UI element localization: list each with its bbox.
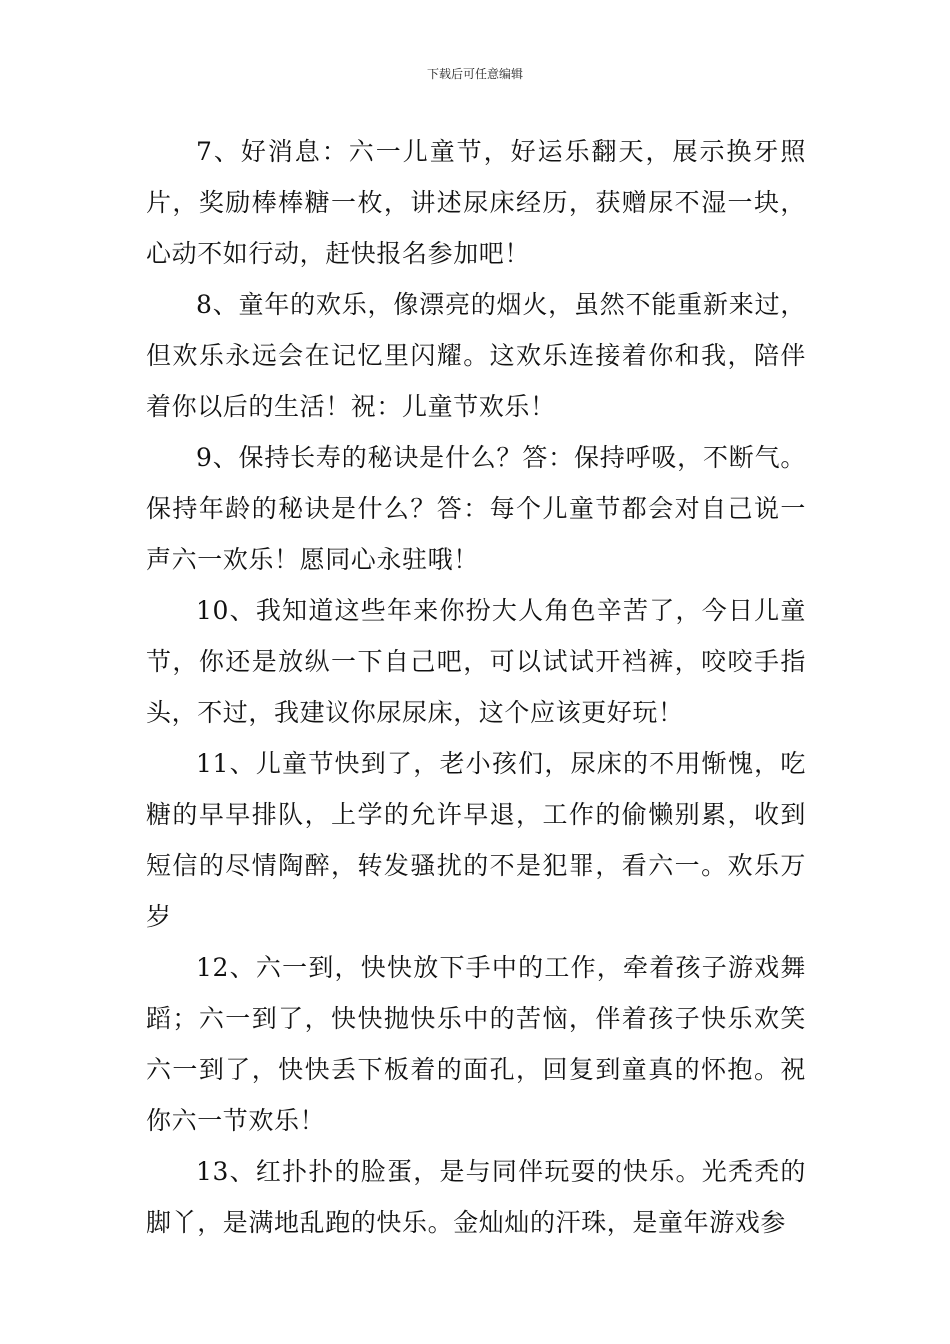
paragraph-8: 8、童年的欢乐，像漂亮的烟火，虽然不能重新来过，但欢乐永远会在记忆里闪耀。这欢乐连接着你和我，陪伴着你以后的生活！祝：儿童节欢乐！	[146, 290, 806, 421]
paragraph-9: 9、保持长寿的秘诀是什么？答：保持呼吸，不断气。保持年龄的秘诀是什么？答：每个儿童节都会对自己说一声六一欢乐！愿同心永驻哦！	[146, 443, 806, 574]
paragraph-7: 7、好消息：六一儿童节，好运乐翻天，展示换牙照片，奖励棒棒糖一枚，讲述尿床经历，获赠尿不湿一块，心动不如行动，赶快报名参加吧！	[146, 137, 806, 268]
paragraph-13: 13、红扑扑的脸蛋，是与同伴玩耍的快乐。光秃秃的脚丫，是满地乱跑的快乐。金灿灿的汗珠，是童年游戏参	[146, 1157, 806, 1237]
paragraph-12: 12、六一到，快快放下手中的工作，牵着孩子游戏舞蹈；六一到了，快快抛快乐中的苦恼，伴着孩子快乐欢笑六一到了，快快丢下板着的面孔，回复到童真的怀抱。祝你六一节欢乐！	[146, 953, 806, 1135]
document-body	[146, 126, 806, 1248]
paragraph-11: 11、儿童节快到了，老小孩们，尿床的不用惭愧，吃糖的早早排队，上学的允许早退，工作的偷懒别累，收到短信的尽情陶醉，转发骚扰的不是犯罪，看六一。欢乐万岁	[146, 749, 806, 931]
page-header: 下载后可任意编辑	[426, 67, 523, 81]
paragraph-10: 10、我知道这些年来你扮大人角色辛苦了，今日儿童节，你还是放纵一下自己吧，可以试试开裆裤，咬咬手指头，不过，我建议你尿尿床，这个应该更好玩！	[146, 596, 806, 727]
